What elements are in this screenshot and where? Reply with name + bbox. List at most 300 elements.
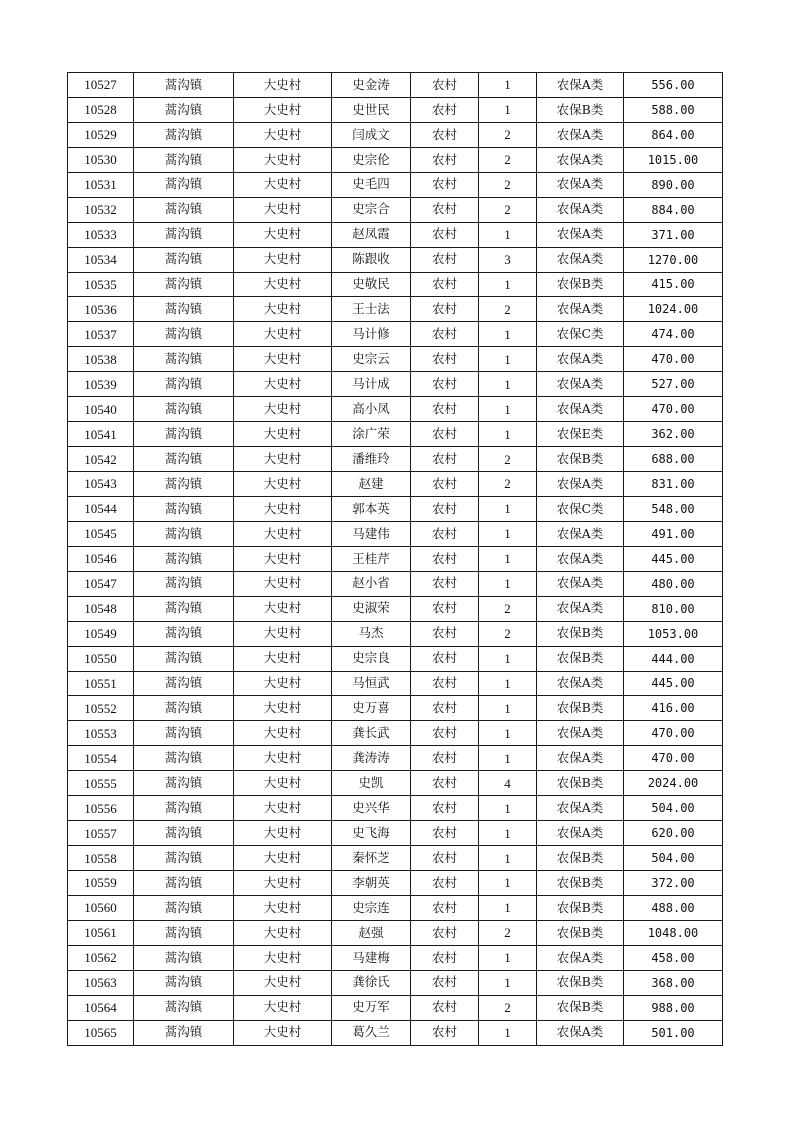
household-count-cell: 2 xyxy=(479,447,537,472)
table-row xyxy=(68,895,723,920)
amount-cell: 864.00 xyxy=(624,122,723,147)
town-cell: 蒿沟镇 xyxy=(134,472,234,497)
record-id-cell: 10560 xyxy=(68,895,134,920)
person-name-cell: 史世民 xyxy=(332,97,411,122)
table-row xyxy=(68,571,723,596)
area-type-cell: 农村 xyxy=(411,646,479,671)
amount-cell: 1048.00 xyxy=(624,920,723,945)
town-cell: 蒿沟镇 xyxy=(134,397,234,422)
household-count-cell: 1 xyxy=(479,746,537,771)
person-name-cell: 史宗连 xyxy=(332,895,411,920)
person-name-cell: 史飞海 xyxy=(332,821,411,846)
person-name-cell: 陈跟收 xyxy=(332,247,411,272)
record-id-cell: 10558 xyxy=(68,846,134,871)
area-type-cell: 农村 xyxy=(411,521,479,546)
amount-cell: 1270.00 xyxy=(624,247,723,272)
area-type-cell: 农村 xyxy=(411,147,479,172)
village-cell: 大史村 xyxy=(234,746,332,771)
household-count-cell: 2 xyxy=(479,596,537,621)
amount-cell: 504.00 xyxy=(624,796,723,821)
record-id-cell: 10565 xyxy=(68,1020,134,1045)
town-cell: 蒿沟镇 xyxy=(134,347,234,372)
area-type-cell: 农村 xyxy=(411,272,479,297)
person-name-cell: 龚徐氏 xyxy=(332,970,411,995)
town-cell: 蒿沟镇 xyxy=(134,1020,234,1045)
town-cell: 蒿沟镇 xyxy=(134,721,234,746)
amount-cell: 371.00 xyxy=(624,222,723,247)
household-count-cell: 1 xyxy=(479,496,537,521)
record-id-cell: 10556 xyxy=(68,796,134,821)
person-name-cell: 王桂芹 xyxy=(332,546,411,571)
town-cell: 蒿沟镇 xyxy=(134,322,234,347)
town-cell: 蒿沟镇 xyxy=(134,222,234,247)
record-id-cell: 10531 xyxy=(68,172,134,197)
village-cell: 大史村 xyxy=(234,422,332,447)
insurance-category-cell: 农保B类 xyxy=(537,97,624,122)
village-cell: 大史村 xyxy=(234,73,332,98)
amount-cell: 362.00 xyxy=(624,422,723,447)
insurance-category-cell: 农保C类 xyxy=(537,496,624,521)
person-name-cell: 史毛四 xyxy=(332,172,411,197)
town-cell: 蒿沟镇 xyxy=(134,771,234,796)
area-type-cell: 农村 xyxy=(411,347,479,372)
insurance-category-cell: 农保A类 xyxy=(537,945,624,970)
area-type-cell: 农村 xyxy=(411,995,479,1020)
record-id-cell: 10537 xyxy=(68,322,134,347)
person-name-cell: 史金涛 xyxy=(332,73,411,98)
insurance-category-cell: 农保B类 xyxy=(537,970,624,995)
village-cell: 大史村 xyxy=(234,970,332,995)
record-id-cell: 10559 xyxy=(68,871,134,896)
area-type-cell: 农村 xyxy=(411,197,479,222)
area-type-cell: 农村 xyxy=(411,746,479,771)
insurance-category-cell: 农保A类 xyxy=(537,172,624,197)
record-id-cell: 10541 xyxy=(68,422,134,447)
village-cell: 大史村 xyxy=(234,721,332,746)
person-name-cell: 马恒武 xyxy=(332,671,411,696)
person-name-cell: 王士法 xyxy=(332,297,411,322)
area-type-cell: 农村 xyxy=(411,322,479,347)
person-name-cell: 史万军 xyxy=(332,995,411,1020)
area-type-cell: 农村 xyxy=(411,422,479,447)
record-id-cell: 10563 xyxy=(68,970,134,995)
insurance-category-cell: 农保A类 xyxy=(537,796,624,821)
village-cell: 大史村 xyxy=(234,197,332,222)
table-row xyxy=(68,771,723,796)
table-row xyxy=(68,496,723,521)
person-name-cell: 赵建 xyxy=(332,472,411,497)
record-id-cell: 10551 xyxy=(68,671,134,696)
insurance-category-cell: 农保A类 xyxy=(537,222,624,247)
town-cell: 蒿沟镇 xyxy=(134,122,234,147)
table-row xyxy=(68,521,723,546)
table-row xyxy=(68,721,723,746)
insurance-category-cell: 农保B类 xyxy=(537,995,624,1020)
insurance-category-cell: 农保B类 xyxy=(537,696,624,721)
village-cell: 大史村 xyxy=(234,596,332,621)
village-cell: 大史村 xyxy=(234,846,332,871)
town-cell: 蒿沟镇 xyxy=(134,247,234,272)
insurance-category-cell: 农保A类 xyxy=(537,1020,624,1045)
household-count-cell: 1 xyxy=(479,272,537,297)
amount-cell: 372.00 xyxy=(624,871,723,896)
town-cell: 蒿沟镇 xyxy=(134,73,234,98)
record-id-cell: 10545 xyxy=(68,521,134,546)
table-row xyxy=(68,172,723,197)
person-name-cell: 涂广荣 xyxy=(332,422,411,447)
table-row xyxy=(68,297,723,322)
town-cell: 蒿沟镇 xyxy=(134,746,234,771)
person-name-cell: 龚长武 xyxy=(332,721,411,746)
insurance-category-cell: 农保A类 xyxy=(537,521,624,546)
person-name-cell: 葛久兰 xyxy=(332,1020,411,1045)
area-type-cell: 农村 xyxy=(411,920,479,945)
household-count-cell: 1 xyxy=(479,222,537,247)
insurance-category-cell: 农保A类 xyxy=(537,721,624,746)
area-type-cell: 农村 xyxy=(411,397,479,422)
town-cell: 蒿沟镇 xyxy=(134,895,234,920)
area-type-cell: 农村 xyxy=(411,721,479,746)
household-count-cell: 1 xyxy=(479,322,537,347)
household-count-cell: 1 xyxy=(479,970,537,995)
amount-cell: 1053.00 xyxy=(624,621,723,646)
record-id-cell: 10543 xyxy=(68,472,134,497)
person-name-cell: 史宗良 xyxy=(332,646,411,671)
household-count-cell: 1 xyxy=(479,571,537,596)
town-cell: 蒿沟镇 xyxy=(134,147,234,172)
amount-cell: 368.00 xyxy=(624,970,723,995)
amount-cell: 491.00 xyxy=(624,521,723,546)
household-count-cell: 2 xyxy=(479,172,537,197)
village-cell: 大史村 xyxy=(234,671,332,696)
table-row xyxy=(68,846,723,871)
table-row xyxy=(68,621,723,646)
insurance-category-cell: 农保A类 xyxy=(537,73,624,98)
household-count-cell: 1 xyxy=(479,1020,537,1045)
table-row xyxy=(68,995,723,1020)
town-cell: 蒿沟镇 xyxy=(134,796,234,821)
town-cell: 蒿沟镇 xyxy=(134,97,234,122)
record-id-cell: 10547 xyxy=(68,571,134,596)
table-row xyxy=(68,696,723,721)
insurance-category-cell: 农保A类 xyxy=(537,596,624,621)
household-count-cell: 2 xyxy=(479,197,537,222)
person-name-cell: 马计成 xyxy=(332,372,411,397)
household-count-cell: 1 xyxy=(479,546,537,571)
record-id-cell: 10528 xyxy=(68,97,134,122)
area-type-cell: 农村 xyxy=(411,621,479,646)
village-cell: 大史村 xyxy=(234,397,332,422)
town-cell: 蒿沟镇 xyxy=(134,546,234,571)
town-cell: 蒿沟镇 xyxy=(134,846,234,871)
table-row xyxy=(68,472,723,497)
record-id-cell: 10555 xyxy=(68,771,134,796)
amount-cell: 884.00 xyxy=(624,197,723,222)
person-name-cell: 郭本英 xyxy=(332,496,411,521)
amount-cell: 488.00 xyxy=(624,895,723,920)
village-cell: 大史村 xyxy=(234,97,332,122)
insurance-category-cell: 农保A类 xyxy=(537,821,624,846)
insurance-category-cell: 农保B类 xyxy=(537,895,624,920)
table-row xyxy=(68,422,723,447)
amount-cell: 1015.00 xyxy=(624,147,723,172)
insurance-category-cell: 农保A类 xyxy=(537,472,624,497)
table-row xyxy=(68,945,723,970)
village-cell: 大史村 xyxy=(234,247,332,272)
record-id-cell: 10542 xyxy=(68,447,134,472)
person-name-cell: 史宗合 xyxy=(332,197,411,222)
table-row xyxy=(68,447,723,472)
household-count-cell: 1 xyxy=(479,796,537,821)
insurance-category-cell: 农保B类 xyxy=(537,621,624,646)
village-cell: 大史村 xyxy=(234,447,332,472)
area-type-cell: 农村 xyxy=(411,73,479,98)
insurance-category-cell: 农保B类 xyxy=(537,920,624,945)
amount-cell: 1024.00 xyxy=(624,297,723,322)
amount-cell: 620.00 xyxy=(624,821,723,846)
person-name-cell: 李朝英 xyxy=(332,871,411,896)
person-name-cell: 史兴华 xyxy=(332,796,411,821)
insurance-category-cell: 农保C类 xyxy=(537,322,624,347)
village-cell: 大史村 xyxy=(234,322,332,347)
area-type-cell: 农村 xyxy=(411,895,479,920)
table-row xyxy=(68,322,723,347)
village-cell: 大史村 xyxy=(234,945,332,970)
amount-cell: 444.00 xyxy=(624,646,723,671)
person-name-cell: 赵凤霞 xyxy=(332,222,411,247)
table-body xyxy=(68,73,723,1046)
village-cell: 大史村 xyxy=(234,646,332,671)
town-cell: 蒿沟镇 xyxy=(134,821,234,846)
household-count-cell: 2 xyxy=(479,472,537,497)
person-name-cell: 赵强 xyxy=(332,920,411,945)
town-cell: 蒿沟镇 xyxy=(134,447,234,472)
village-cell: 大史村 xyxy=(234,920,332,945)
table-row xyxy=(68,646,723,671)
village-cell: 大史村 xyxy=(234,895,332,920)
person-name-cell: 史淑荣 xyxy=(332,596,411,621)
area-type-cell: 农村 xyxy=(411,796,479,821)
town-cell: 蒿沟镇 xyxy=(134,571,234,596)
town-cell: 蒿沟镇 xyxy=(134,272,234,297)
insurance-category-cell: 农保A类 xyxy=(537,671,624,696)
household-count-cell: 1 xyxy=(479,372,537,397)
person-name-cell: 史敬民 xyxy=(332,272,411,297)
insurance-category-cell: 农保A类 xyxy=(537,122,624,147)
record-id-cell: 10562 xyxy=(68,945,134,970)
village-cell: 大史村 xyxy=(234,571,332,596)
person-name-cell: 史宗云 xyxy=(332,347,411,372)
town-cell: 蒿沟镇 xyxy=(134,496,234,521)
insurance-category-cell: 农保A类 xyxy=(537,546,624,571)
village-cell: 大史村 xyxy=(234,222,332,247)
household-count-cell: 2 xyxy=(479,122,537,147)
record-id-cell: 10538 xyxy=(68,347,134,372)
town-cell: 蒿沟镇 xyxy=(134,671,234,696)
table-row xyxy=(68,197,723,222)
person-name-cell: 龚涛涛 xyxy=(332,746,411,771)
household-count-cell: 2 xyxy=(479,297,537,322)
village-cell: 大史村 xyxy=(234,521,332,546)
town-cell: 蒿沟镇 xyxy=(134,920,234,945)
area-type-cell: 农村 xyxy=(411,696,479,721)
table-row xyxy=(68,97,723,122)
amount-cell: 415.00 xyxy=(624,272,723,297)
record-id-cell: 10527 xyxy=(68,73,134,98)
insurance-category-cell: 农保A类 xyxy=(537,571,624,596)
area-type-cell: 农村 xyxy=(411,172,479,197)
household-count-cell: 1 xyxy=(479,671,537,696)
area-type-cell: 农村 xyxy=(411,771,479,796)
area-type-cell: 农村 xyxy=(411,1020,479,1045)
village-cell: 大史村 xyxy=(234,472,332,497)
town-cell: 蒿沟镇 xyxy=(134,422,234,447)
amount-cell: 556.00 xyxy=(624,73,723,98)
amount-cell: 2024.00 xyxy=(624,771,723,796)
amount-cell: 831.00 xyxy=(624,472,723,497)
village-cell: 大史村 xyxy=(234,272,332,297)
area-type-cell: 农村 xyxy=(411,546,479,571)
town-cell: 蒿沟镇 xyxy=(134,197,234,222)
area-type-cell: 农村 xyxy=(411,846,479,871)
amount-cell: 527.00 xyxy=(624,372,723,397)
record-id-cell: 10534 xyxy=(68,247,134,272)
village-cell: 大史村 xyxy=(234,1020,332,1045)
amount-cell: 548.00 xyxy=(624,496,723,521)
household-count-cell: 1 xyxy=(479,721,537,746)
household-count-cell: 1 xyxy=(479,97,537,122)
insurance-category-cell: 农保B类 xyxy=(537,646,624,671)
village-cell: 大史村 xyxy=(234,172,332,197)
amount-cell: 470.00 xyxy=(624,746,723,771)
amount-cell: 588.00 xyxy=(624,97,723,122)
household-count-cell: 1 xyxy=(479,646,537,671)
village-cell: 大史村 xyxy=(234,771,332,796)
town-cell: 蒿沟镇 xyxy=(134,521,234,546)
insurance-category-cell: 农保A类 xyxy=(537,197,624,222)
table-row xyxy=(68,122,723,147)
person-name-cell: 马建伟 xyxy=(332,521,411,546)
person-name-cell: 秦怀芝 xyxy=(332,846,411,871)
amount-cell: 458.00 xyxy=(624,945,723,970)
village-cell: 大史村 xyxy=(234,147,332,172)
area-type-cell: 农村 xyxy=(411,472,479,497)
area-type-cell: 农村 xyxy=(411,297,479,322)
beneficiary-table xyxy=(67,72,723,1046)
household-count-cell: 1 xyxy=(479,397,537,422)
table-row xyxy=(68,671,723,696)
area-type-cell: 农村 xyxy=(411,821,479,846)
area-type-cell: 农村 xyxy=(411,122,479,147)
household-count-cell: 2 xyxy=(479,147,537,172)
household-count-cell: 1 xyxy=(479,696,537,721)
insurance-category-cell: 农保B类 xyxy=(537,272,624,297)
town-cell: 蒿沟镇 xyxy=(134,596,234,621)
insurance-category-cell: 农保A类 xyxy=(537,746,624,771)
record-id-cell: 10554 xyxy=(68,746,134,771)
person-name-cell: 马杰 xyxy=(332,621,411,646)
town-cell: 蒿沟镇 xyxy=(134,621,234,646)
area-type-cell: 农村 xyxy=(411,871,479,896)
household-count-cell: 1 xyxy=(479,422,537,447)
household-count-cell: 1 xyxy=(479,521,537,546)
person-name-cell: 马计修 xyxy=(332,322,411,347)
village-cell: 大史村 xyxy=(234,546,332,571)
area-type-cell: 农村 xyxy=(411,97,479,122)
village-cell: 大史村 xyxy=(234,871,332,896)
household-count-cell: 1 xyxy=(479,871,537,896)
table-row xyxy=(68,970,723,995)
record-id-cell: 10539 xyxy=(68,372,134,397)
table-row xyxy=(68,920,723,945)
village-cell: 大史村 xyxy=(234,995,332,1020)
area-type-cell: 农村 xyxy=(411,671,479,696)
amount-cell: 988.00 xyxy=(624,995,723,1020)
person-name-cell: 史宗伦 xyxy=(332,147,411,172)
household-count-cell: 1 xyxy=(479,821,537,846)
record-id-cell: 10540 xyxy=(68,397,134,422)
table-row xyxy=(68,73,723,98)
person-name-cell: 赵小省 xyxy=(332,571,411,596)
town-cell: 蒿沟镇 xyxy=(134,297,234,322)
record-id-cell: 10564 xyxy=(68,995,134,1020)
area-type-cell: 农村 xyxy=(411,247,479,272)
amount-cell: 890.00 xyxy=(624,172,723,197)
table-row xyxy=(68,272,723,297)
village-cell: 大史村 xyxy=(234,122,332,147)
area-type-cell: 农村 xyxy=(411,970,479,995)
household-count-cell: 4 xyxy=(479,771,537,796)
village-cell: 大史村 xyxy=(234,821,332,846)
area-type-cell: 农村 xyxy=(411,571,479,596)
village-cell: 大史村 xyxy=(234,347,332,372)
household-count-cell: 3 xyxy=(479,247,537,272)
village-cell: 大史村 xyxy=(234,372,332,397)
household-count-cell: 1 xyxy=(479,895,537,920)
amount-cell: 688.00 xyxy=(624,447,723,472)
table-row xyxy=(68,347,723,372)
table-row xyxy=(68,222,723,247)
table-row xyxy=(68,147,723,172)
household-count-cell: 2 xyxy=(479,920,537,945)
record-id-cell: 10532 xyxy=(68,197,134,222)
town-cell: 蒿沟镇 xyxy=(134,172,234,197)
amount-cell: 445.00 xyxy=(624,546,723,571)
person-name-cell: 高小凤 xyxy=(332,397,411,422)
town-cell: 蒿沟镇 xyxy=(134,372,234,397)
town-cell: 蒿沟镇 xyxy=(134,871,234,896)
area-type-cell: 农村 xyxy=(411,222,479,247)
insurance-category-cell: 农保A类 xyxy=(537,372,624,397)
insurance-category-cell: 农保A类 xyxy=(537,397,624,422)
table-row xyxy=(68,372,723,397)
person-name-cell: 史凯 xyxy=(332,771,411,796)
amount-cell: 416.00 xyxy=(624,696,723,721)
person-name-cell: 闫成文 xyxy=(332,122,411,147)
table-row xyxy=(68,1020,723,1045)
record-id-cell: 10544 xyxy=(68,496,134,521)
record-id-cell: 10536 xyxy=(68,297,134,322)
table-row xyxy=(68,871,723,896)
village-cell: 大史村 xyxy=(234,297,332,322)
table-row xyxy=(68,746,723,771)
record-id-cell: 10550 xyxy=(68,646,134,671)
table-row xyxy=(68,397,723,422)
village-cell: 大史村 xyxy=(234,496,332,521)
insurance-category-cell: 农保B类 xyxy=(537,846,624,871)
amount-cell: 480.00 xyxy=(624,571,723,596)
person-name-cell: 史万喜 xyxy=(332,696,411,721)
